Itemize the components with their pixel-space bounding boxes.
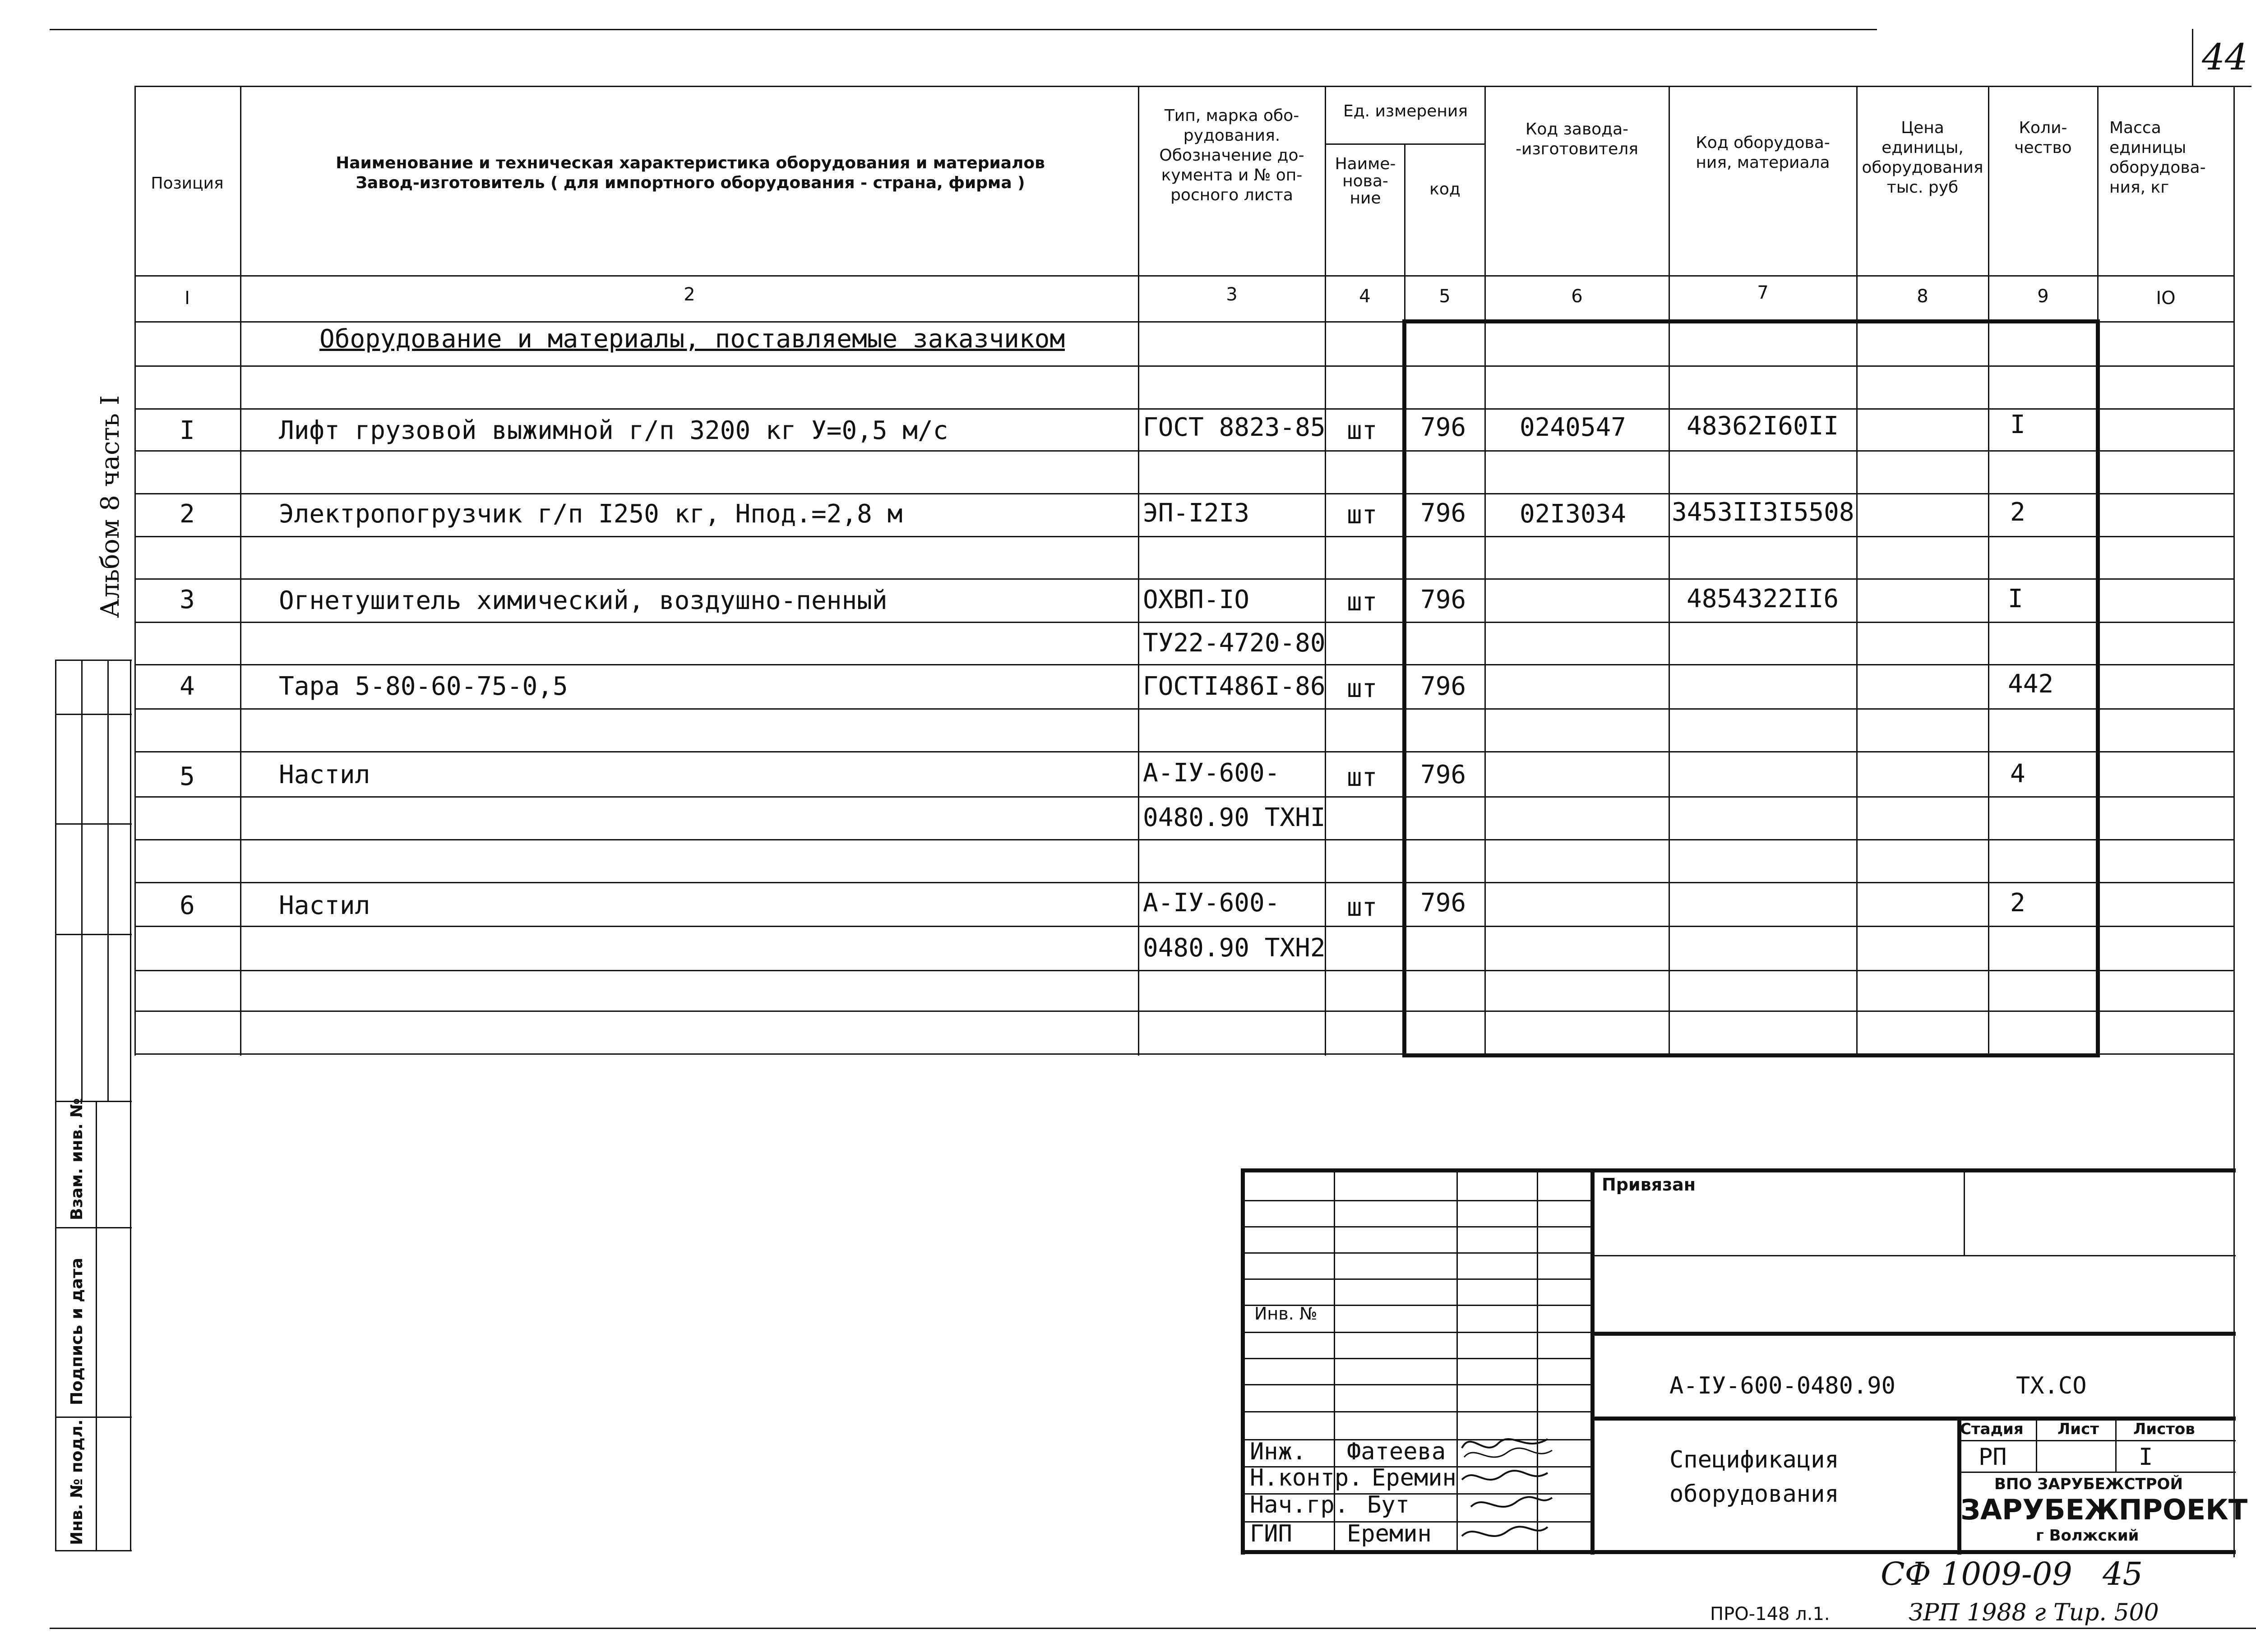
row2-name: Электропогрузчик г/п I250 кг, Нпод.=2,8 м [279,499,903,529]
margin-line [55,934,132,935]
row-sep [134,450,2233,452]
row-sep [134,970,2233,971]
tb-sheets-value: I [2139,1444,2153,1471]
hdr-qty: Коли- чество [2014,119,2072,157]
sig-role-2: Н.контр. [1250,1464,1363,1491]
row-sep [134,408,2233,410]
row-sep [134,796,2233,798]
tb-divider [1590,1168,1595,1555]
margin-line [55,1227,132,1228]
tb-inv-label: Инв. № [1254,1304,1318,1324]
row3-code: 796 [1420,585,1466,614]
album-label: Альбом 8 часть I [96,395,125,618]
section-title: Оборудование и материалы, поставляемые заказчиком [319,324,1065,354]
footer-left: ПРО-148 л.1. [1710,1604,1830,1624]
row2-code: 796 [1420,498,1466,528]
row2-equip: 3453II3I5508 [1672,498,1854,527]
margin-line [55,823,132,825]
row2-type: ЭП-I2I3 [1143,498,1250,528]
tb-org-main: ЗАРУБЕЖПРОЕКТ [1960,1493,2248,1526]
row-sep [134,536,2233,537]
col-number: 2 [684,284,695,305]
table-left [134,86,136,1056]
tb-grid [1241,1278,1590,1280]
footer-right: ЗРП 1988 г Тир. 500 [1909,1599,2159,1626]
margin-line [107,660,109,1102]
col-line-2 [1138,86,1139,1056]
row3-equip: 4854322II6 [1687,584,1839,614]
tb-stage-label: Стадия [1960,1420,2024,1438]
row1-equip: 48362I60II [1687,411,1839,441]
tb-org-top: ВПО ЗАРУБЕЖСТРОЙ [1994,1475,2183,1493]
tb-top [1241,1168,2236,1172]
side-label-sign-date: Подпись и дата [68,1258,86,1405]
row3-type: ОХВП-IO [1143,585,1250,614]
row1-code: 796 [1420,413,1466,442]
row5-name: Настил [279,760,370,789]
row5-type: А-IУ-600- [1143,758,1280,788]
col-number: 8 [1917,286,1928,307]
tb-right-grid [2036,1417,2037,1472]
row1-qty: I [2010,410,2025,439]
col-number: IO [2156,288,2176,309]
margin-line [55,1550,132,1551]
row-sep [134,708,2233,710]
row6-qty: 2 [2010,888,2025,918]
unit-group-divider [1325,143,1484,145]
tb-right-grid [1957,1440,2236,1441]
stamp-page: 45 [2103,1555,2143,1592]
hdr-equip-code: Код оборудова- ния, материала [1696,134,1830,172]
tb-right-grid [1590,1332,2236,1336]
row2-qty: 2 [2010,498,2025,527]
row4-pos: 4 [180,672,195,701]
row6-unit: шт [1347,893,1378,922]
row-sep [134,751,2233,752]
row2-unit: шт [1347,500,1378,530]
row3-name: Огнетушитель химический, воздушно-пенный [279,586,888,615]
sig-name-3: Бут [1367,1491,1410,1518]
hdr-factory-code: Код завода- -изготовителя [1516,120,1638,158]
col-number: 4 [1359,286,1371,307]
row4-qty: 442 [2008,669,2054,699]
col-line-7 [1856,86,1858,1056]
tb-right-grid [1590,1255,2236,1256]
side-label-inv-replace: Взам. инв. № [68,1098,86,1220]
row2-factory: 02I3034 [1520,499,1627,529]
row3-type2: ТУ22-4720-80 [1143,628,1326,658]
row-sep [134,664,2233,665]
col-line-8 [1988,86,1989,1056]
row1-type: ГОСТ 8823-85 [1143,413,1326,442]
tb-bottom [1241,1550,2236,1554]
tb-grid [1241,1358,1590,1359]
col-line-5 [1484,86,1486,1056]
code-frame-left [1402,319,1406,1057]
table-top [134,86,2251,87]
tb-sheets-label: Листов [2133,1420,2195,1438]
hdr-name: Наименование и техническая характеристика оборудования и материалов Завод-изготовитель ( для импортного оборудования - страна, фирма ) [336,154,1045,192]
col-number: I [185,288,190,309]
row6-type: А-IУ-600- [1143,888,1280,918]
tb-grid [1241,1332,1590,1333]
tb-grid [1241,1226,1590,1227]
top-border-line [50,29,1877,30]
row-sep [134,622,2233,623]
sheet-number: 44 [2202,36,2248,78]
tb-right-grid [1964,1168,1965,1255]
margin-line [55,660,132,661]
row6-name: Настил [279,891,370,920]
sig-role-4: ГИП [1250,1520,1292,1547]
row-sep [134,839,2233,840]
sig-role-1: Инж. [1250,1438,1307,1465]
stamp-code: СФ 1009-09 [1881,1555,2072,1592]
row3-pos: 3 [180,585,195,614]
col-number: 7 [1757,282,1769,303]
code-frame-bottom [1402,1053,2100,1057]
row-sep [134,926,2233,927]
hdr-position: Позиция [151,174,224,193]
hdr-unit-name: Наиме- нова- ние [1335,155,1396,208]
tb-org-city: г Волжский [2036,1527,2139,1545]
signature-scribbles [1457,1430,1557,1552]
row-sep [134,1011,2233,1012]
row-sep [134,882,2233,883]
row3-unit: шт [1347,587,1378,617]
col-number: 9 [2037,286,2049,307]
hdr-unit-group: Ед. измерения [1343,102,1468,120]
row1-unit: шт [1347,416,1378,445]
tb-right-grid [2115,1417,2117,1472]
row5-unit: шт [1347,763,1378,792]
row4-unit: шт [1347,674,1378,703]
row5-code: 796 [1420,760,1466,789]
table-right [2233,86,2235,1557]
margin-line [81,660,83,1102]
col-line-3 [1325,86,1326,1056]
tb-grid [1241,1411,1590,1412]
col-line-1 [240,86,241,1056]
hdr-price: Цена единицы, оборудования тыс. руб [1862,119,1983,197]
col-number: 6 [1571,286,1583,307]
tb-grid [1241,1384,1590,1385]
margin-line [55,1101,132,1102]
row1-name: Лифт грузовой выжимной г/п 3200 кг У=0,5 м/с [279,416,948,445]
col-number: 3 [1226,284,1238,305]
tb-grid [1241,1252,1590,1254]
tb-doc-suffix: ТХ.СО [2016,1372,2087,1399]
row-sep [134,493,2233,494]
margin-line [96,1101,97,1550]
row5-pos: 5 [180,762,195,791]
col-number: 5 [1439,286,1451,307]
tb-stage-value: РП [1979,1444,2007,1471]
tb-right-grid [1957,1472,2236,1473]
row3-qty: I [2008,584,2023,614]
row4-name: Тара 5-80-60-75-0,5 [279,672,568,701]
sheet-box-left [2192,29,2193,87]
row1-pos: I [180,416,195,445]
tb-grid [1241,1200,1590,1201]
sig-name-4: Еремин [1347,1520,1432,1547]
row4-code: 796 [1420,672,1466,701]
code-frame-top [1402,319,2100,323]
row-sep [134,365,2233,367]
sig-name-2: Еремин [1372,1464,1456,1491]
margin-line [55,1417,132,1418]
row4-type: ГОСТI486I-86 [1143,672,1326,701]
tb-sheet-label: Лист [2057,1420,2099,1438]
row5-qty: 4 [2010,759,2025,789]
hdr-type: Тип, марка обо- рудования. Обозначение до- кумента и № оп- росного листа [1159,106,1304,204]
col-line-6 [1669,86,1670,1056]
bottom-border-line [50,1628,2256,1629]
tb-doc-code: А-IУ-600-0480.90 [1669,1372,1895,1399]
row-sep [134,578,2233,580]
row5-type2: 0480.90 ТХНI [1143,803,1326,832]
hdr-mass: Масса единицы оборудова- ния, кг [2109,119,2206,197]
code-frame-right [2096,319,2100,1057]
header-bottom [134,275,2233,277]
row2-pos: 2 [180,499,195,529]
sig-name-1: Фатеева [1347,1438,1446,1465]
side-label-inv-orig: Инв. № подл. [68,1419,86,1545]
margin-line [55,714,132,715]
row6-pos: 6 [180,891,195,920]
row1-factory: 0240547 [1520,413,1627,442]
row6-code: 796 [1420,888,1466,918]
tb-linked-label: Привязан [1602,1175,1696,1195]
sig-role-3: Нач.гр. [1250,1491,1349,1518]
hdr-unit-code: код [1429,180,1461,198]
row6-type2: 0480.90 ТХН2 [1143,933,1326,963]
tb-title: Спецификация оборудования [1669,1446,1839,1508]
